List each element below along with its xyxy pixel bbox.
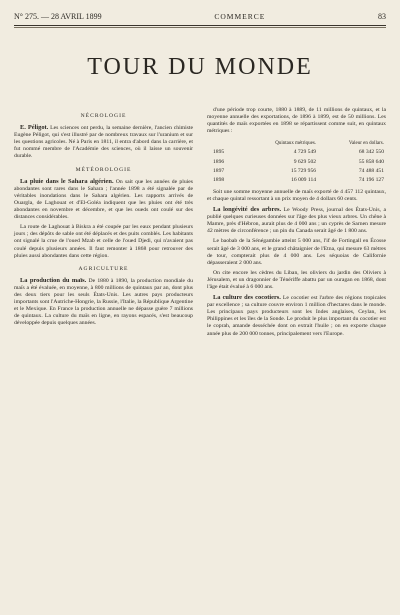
header-rule-thin — [14, 27, 386, 28]
section-necrologie: NÉCROLOGIE — [80, 113, 127, 119]
agriculture-continued: d'une période trop courte, 1880 à 1889, de 11 millions de quintaux, et la moyenne annuelle des exportations, de 1896 à 1899, est de 50 millions. Les quantités de maïs exportées en 1898 se répartissent comme suit, en quintaux métriques : — [207, 107, 386, 135]
page-header — [8, 6, 392, 25]
necrologie-text: Les sciences ont perdu, la semaine dernière, l'ancien chimiste Eugène Péligot, qui s'est illustré par de nombreux travaux sur l'uranium et sur les questions agricoles. Né à Paris en 1811, il entra d'abord dans la carrière, et fut nommé membre de l'Académie des sciences, où il laisse un souvenir durable. — [14, 125, 194, 160]
maize-table — [207, 139, 386, 184]
meteo-paragraph-2: La route de Laghouat à Biskra a été coupée par les eaux pendant plusieurs jours ; des dépôts de sable ont été déplacés et des puits comblés. Les habitants ont signalé la crue de l'oued Mzab et celle de l'oued Djedi, qui n'avaient pas coulé depuis plusieurs années. Il faut remonter à 1868 pour retrouver des pluies aussi abondantes dans cette région. — [14, 224, 193, 259]
table-note: Soit une somme moyenne annuelle de maïs exporté de 4 457 112 quintaux, et chaque quintal ressortant à un prix moyen de 4 dollars 60 cents. — [207, 188, 386, 202]
row-quintaux: 16 009 114 — [291, 176, 317, 183]
maize-table-header — [207, 139, 386, 148]
running-title: COMMERCE — [214, 12, 266, 21]
page-number: 83 — [378, 12, 386, 21]
longevite-paragraph-3: On cite encore les cèdres du Liban, les oliviers du jardin des Oliviers à Jérusalem, et un dragonnier de Ténériffe abattu par un ouragan en 1868, dont l'âge était évalué à 6 000 ans. — [207, 269, 386, 290]
cocotiers-text: Le cocotier est l'arbre des régions tropicales par excellence ; sa culture couvre environ 1 million d'hectares dans le monde. Les principaux pays producteurs sont les Indes anglaises, Ceylan, les Philippines et les îles de la Sonde. Le produit le plus important du cocotier est le coprah, amande desséchée dont on extrait l'huile ; on en exporte chaque année plus de 200 000 tonnes, principalement vers l'Europe. — [207, 295, 386, 337]
table-row — [207, 158, 386, 167]
row-valeur: 68 342 550 — [358, 149, 384, 156]
cocotiers-paragraph — [207, 294, 386, 338]
agriculture-text: De 1880 à 1890, la production mondiale du maïs a été évaluée, en moyenne, à 800 millions de quintaux par an, dont plus des deux tiers pour les seuls États-Unis. Les autres pays producteurs importants sont l'Autriche-Hongrie, la Russie, l'Italie, la République Argentine et le Mexique. En France la production annuelle ne dépasse guère 7 millions de quintaux. La culture du maïs en ligne, en rayons espacés, s'est beaucoup développée depuis quelques années. — [14, 277, 193, 327]
row-year: 1898 — [213, 176, 225, 183]
row-valeur: 55 858 640 — [358, 158, 384, 165]
header-rule — [14, 25, 386, 26]
row-valeur: 74 196 127 — [358, 176, 384, 183]
issue-number: N° 275. — 28 AVRIL 1899 — [14, 12, 102, 21]
col-quintaux: Quintaux métriques. — [275, 141, 317, 147]
row-year: 1895 — [213, 149, 225, 156]
table-row — [207, 176, 386, 185]
agriculture-heading: La production du maïs. — [20, 276, 87, 284]
meteo-heading: La pluie dans le Sahara algérien. — [20, 177, 114, 185]
row-year: 1896 — [213, 158, 225, 165]
agriculture-paragraph — [14, 277, 193, 328]
col-valeur: Valeur en dollars. — [348, 141, 384, 147]
meteo-paragraph-1 — [14, 178, 193, 222]
table-row — [207, 148, 386, 157]
page-title: TOUR DU MONDE — [87, 54, 313, 80]
cocotiers-heading: La culture des cocotiers. — [213, 294, 281, 302]
row-quintaux: 9 629 502 — [293, 158, 317, 165]
necrologie-paragraph — [14, 124, 193, 160]
longevite-text-1: Le Woody Press, journal des États-Unis, a publié quelques curieuses données sur l'âge des plus vieux arbres. Un chêne à Mamre, près d'Hébron, aurait plus de 4 000 ans ; un cyprès de Sarnen mesure 42 mètres de circonférence ; un pin du Canada serait âgé de 1 800 ans. — [207, 207, 387, 235]
section-agriculture: AGRICULTURE — [78, 265, 129, 272]
longevite-paragraph-2: Le baobab de la Sénégambie atteint 5 000 ans, l'if de Fortingall en Écosse serait âgé de 3 000 ans, et le grand châtaignier de l'Etna, qui mesure 63 mètres de tour, compterait plus de 4 000 ans. Les séquoias de Californie dépasseraient 2 000 ans. — [207, 238, 386, 266]
longevite-paragraph-1 — [207, 206, 386, 235]
longevite-heading: La longévité des arbres. — [213, 206, 282, 214]
article-columns — [8, 107, 392, 341]
row-quintaux: 4 729 549 — [293, 149, 317, 156]
necrologie-name: E. Péligot. — [20, 124, 49, 132]
left-column — [14, 107, 193, 341]
section-meteorologie: MÉTÉOROLOGIE — [75, 166, 132, 173]
right-column — [207, 107, 386, 341]
row-year: 1897 — [213, 167, 225, 174]
row-quintaux: 15 729 956 — [290, 167, 317, 174]
table-row — [207, 167, 386, 176]
meteo-text-1: On sait que les années de pluies abondantes sont rares dans le Sahara ; l'année 1898 a été signalée par de véritables inondations dans le Sahara algérien. Les rapports arrivés de Ouargla, de Laghouat et d'El-Goléa indiquent que les pluies ont été très abondantes en novembre et décembre, et que les oueds ont coulé sur des distances considérables. — [14, 178, 193, 221]
row-valeur: 74 488 451 — [358, 167, 384, 174]
